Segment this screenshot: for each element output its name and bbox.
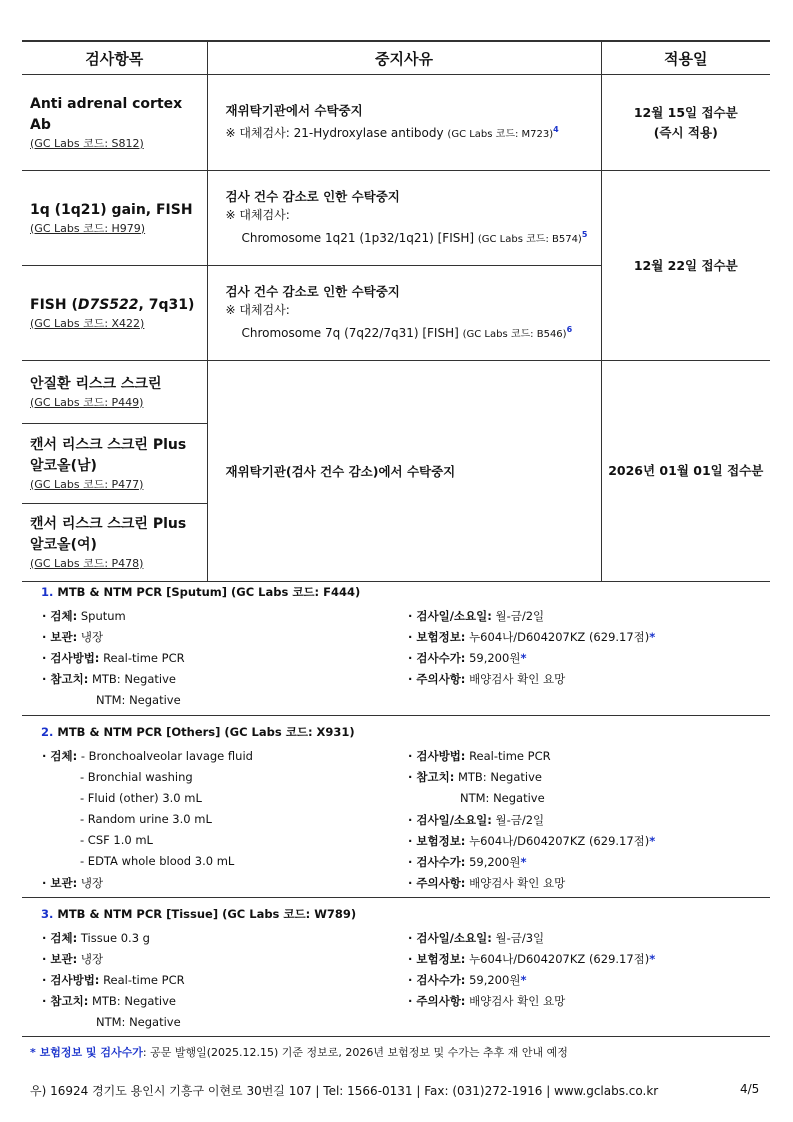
- apply-date: 12월 15일 접수분: [633, 104, 738, 120]
- section-1: [22, 576, 770, 716]
- table-row: [22, 171, 770, 266]
- reference-ntm: NTM: Negative: [96, 1015, 181, 1029]
- reason-text: 재위탁기관에서 수탁중지: [225, 103, 363, 118]
- specimen-item: - Fluid (other) 3.0 mL: [80, 791, 202, 805]
- insurance: · 보험정보: 누604나/D604207KZ (629.17점)*: [408, 834, 656, 848]
- header-reason: 중지사유: [207, 41, 601, 75]
- alternative-test: Chromosome 7q (7q22/7q31) [FISH] (GC Labs 코드: B546)$^6$: [241, 325, 573, 340]
- test-name: Anti adrenal cortex Ab: [30, 95, 183, 133]
- reference-ntm: NTM: Negative: [460, 791, 545, 805]
- test-code: (GC Labs 코드: P477): [30, 477, 144, 491]
- caution: · 주의사항: 배양검사 확인 요망: [408, 672, 566, 686]
- storage: · 보관: 냉장: [42, 876, 104, 890]
- test-days: · 검사일/소요일: 월-금/2일: [408, 813, 545, 827]
- specimen-item: - EDTA whole blood 3.0 mL: [80, 854, 235, 868]
- alternative-test-label: ※ 대체검사:: [225, 303, 290, 317]
- specimen-item: - CSF 1.0 mL: [80, 833, 153, 847]
- method: · 검사방법: Real-time PCR: [408, 749, 551, 763]
- header-date: 적용일: [601, 41, 770, 75]
- insurance: · 보험정보: 누604나/D604207KZ (629.17점)*: [408, 952, 656, 966]
- specimen: · 검체: Tissue 0.3 g: [42, 931, 150, 945]
- caution: · 주의사항: 배양검사 확인 요망: [408, 876, 566, 890]
- test-name: 캔서 리스크 스크린 Plus: [30, 436, 187, 453]
- test-name-line2: 알코올(여): [30, 536, 97, 553]
- test-code: (GC Labs 코드: P449): [30, 395, 144, 409]
- reference: · 참고치: MTB: Negative: [42, 994, 176, 1008]
- fee: · 검사수가: 59,200원*: [408, 651, 527, 665]
- reason-text: 검사 건수 감소로 인한 수탁중지: [225, 189, 400, 204]
- section-title: 1. MTB & NTM PCR [Sputum] (GC Labs 코드: F444): [41, 585, 361, 599]
- test-name-line2: 알코올(남): [30, 457, 97, 474]
- reference: · 참고치: MTB: Negative: [42, 672, 176, 686]
- test-name: 캔서 리스크 스크린 Plus: [30, 515, 187, 532]
- apply-date-note: (즉시 적용): [653, 124, 718, 140]
- caution: · 주의사항: 배양검사 확인 요망: [408, 994, 566, 1008]
- specimen: · 검체: Sputum: [42, 609, 126, 623]
- test-name: FISH (D7S522, 7q31): [30, 296, 195, 313]
- section-title: 2. MTB & NTM PCR [Others] (GC Labs 코드: X931): [41, 725, 355, 739]
- section-3: [22, 898, 770, 1037]
- test-name: 1q (1q21) gain, FISH: [30, 201, 193, 218]
- test-code: (GC Labs 코드: H979): [30, 221, 146, 235]
- footer-contact: 우) 16924 경기도 용인시 기흥구 이현로 30번길 107 | Tel: 1566-0131 | Fax: (031)272-1916 | www.gclabs.co.kr: [30, 1084, 659, 1098]
- page-number: 4/5: [740, 1082, 760, 1096]
- method: · 검사방법: Real-time PCR: [42, 651, 185, 665]
- reference: · 참고치: MTB: Negative: [408, 770, 542, 784]
- section-2: [22, 716, 770, 898]
- method: · 검사방법: Real-time PCR: [42, 973, 185, 987]
- specimen-item: - Random urine 3.0 mL: [80, 812, 212, 826]
- test-days: · 검사일/소요일: 월-금/2일: [408, 609, 545, 623]
- alternative-test: ※ 대체검사: 21-Hydroxylase antibody (GC Labs 코드: M723)$^4$: [225, 125, 559, 140]
- alternative-test: Chromosome 1q21 (1p32/1q21) [FISH] (GC Labs 코드: B574)$^5$: [241, 230, 588, 245]
- section-title: 3. MTB & NTM PCR [Tissue] (GC Labs 코드: W789): [41, 907, 357, 921]
- apply-date: 2026년 01월 01일 접수분: [601, 361, 770, 582]
- specimen: · 검체: - Bronchoalveolar lavage fluid: [42, 749, 253, 763]
- fee: · 검사수가: 59,200원*: [408, 855, 527, 869]
- reference-ntm: NTM: Negative: [96, 693, 181, 707]
- test-name: 안질환 리스크 스크린: [30, 375, 162, 392]
- header-test-item: 검사항목: [22, 41, 207, 75]
- footnote: * 보험정보 및 검사수가: 공문 발행일(2025.12.15) 기준 정보로, 2026년 보험정보 및 수가는 추후 재 안내 예정: [30, 1046, 568, 1059]
- storage: · 보관: 냉장: [42, 952, 104, 966]
- suspension-table: [22, 40, 770, 582]
- test-code: (GC Labs 코드: X422): [30, 316, 145, 330]
- table-row: [22, 361, 770, 424]
- storage: · 보관: 냉장: [42, 630, 104, 644]
- fee: · 검사수가: 59,200원*: [408, 973, 527, 987]
- apply-date: 12월 22일 접수분: [601, 171, 770, 361]
- reason-text: 검사 건수 감소로 인한 수탁중지: [225, 284, 400, 299]
- alternative-test-label: ※ 대체검사:: [225, 208, 290, 222]
- test-code: (GC Labs 코드: P478): [30, 556, 144, 570]
- insurance: · 보험정보: 누604나/D604207KZ (629.17점)*: [408, 630, 656, 644]
- table-row: [22, 75, 770, 171]
- test-code: (GC Labs 코드: S812): [30, 136, 144, 150]
- reason-text: 재위탁기관(검사 건수 감소)에서 수탁중지: [225, 463, 456, 479]
- test-days: · 검사일/소요일: 월-금/3일: [408, 931, 545, 945]
- specimen-item: - Bronchial washing: [80, 770, 193, 784]
